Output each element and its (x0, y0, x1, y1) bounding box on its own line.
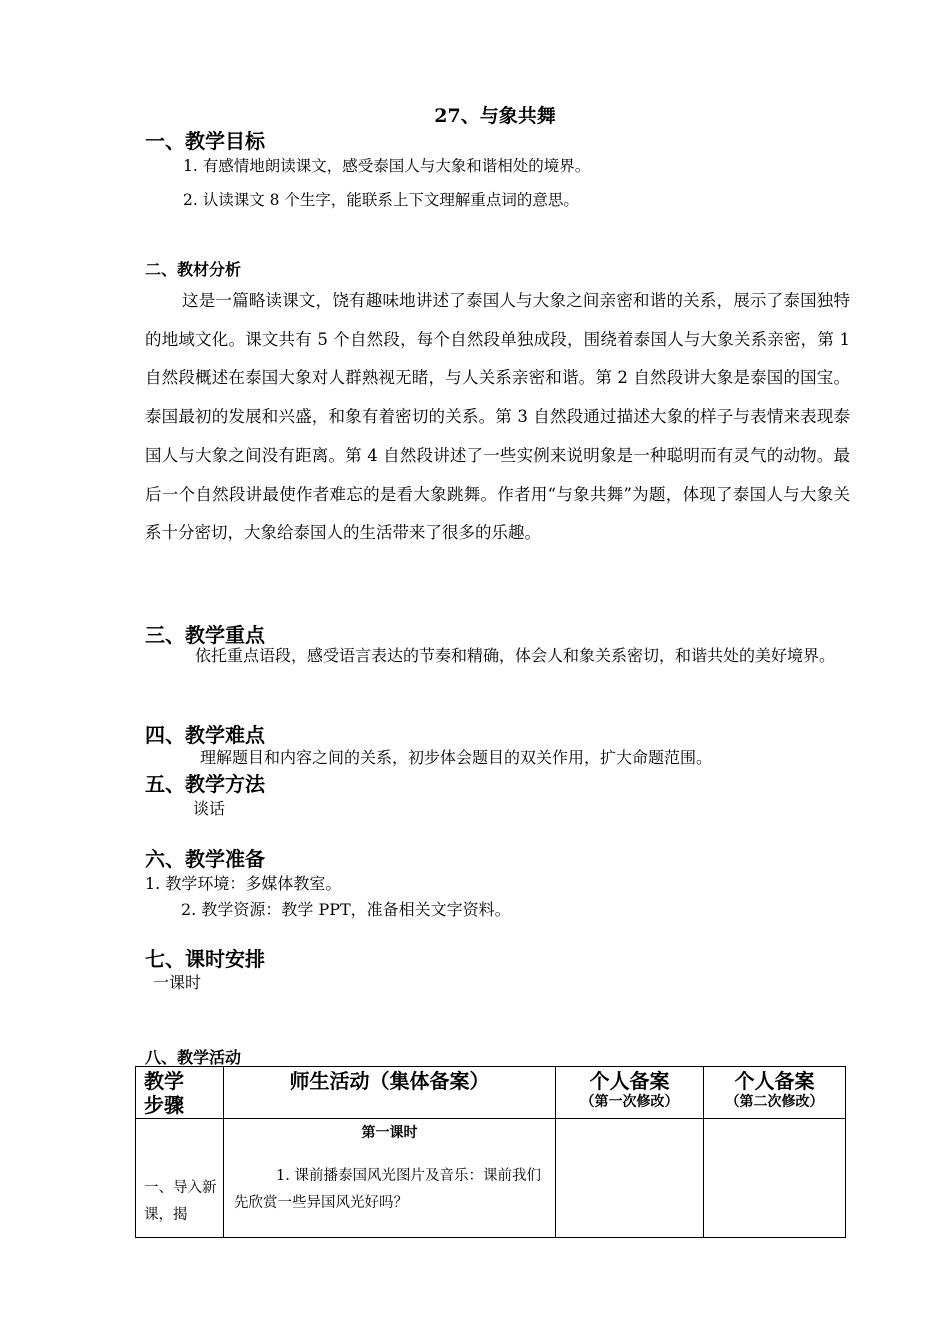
difficulties-text: 理解题目和内容之间的关系，初步体会题目的双关作用，扩大命题范围。 (200, 748, 713, 767)
methods-text: 谈话 (193, 799, 226, 818)
header-personal-2 (704, 1067, 846, 1119)
header-personal-1-sub: （第一次修改） (580, 1094, 679, 1110)
preparation-item-1: 1. 教学环境：多媒体教室。 (145, 874, 342, 893)
heading-difficulties: 四、教学难点 (145, 723, 265, 747)
heading-methods: 五、教学方法 (145, 772, 265, 796)
heading-teaching-goals: 一、教学目标 (145, 129, 265, 153)
lesson-label: 第一课时 (361, 1125, 418, 1141)
row1-personal-2-cell (704, 1119, 846, 1238)
header-step (136, 1067, 224, 1119)
heading-preparation: 六、教学准备 (145, 847, 265, 871)
header-activity-label: 师生活动（集体备案） (289, 1069, 490, 1093)
header-step-line2: 步骤 (144, 1093, 184, 1117)
heading-activities: 八、教学活动 (145, 1048, 242, 1067)
table-header-row (136, 1067, 846, 1119)
heading-schedule: 七、课时安排 (145, 947, 265, 971)
heading-material-analysis: 二、教材分析 (145, 260, 242, 279)
header-personal-2-label: 个人备案 (734, 1069, 815, 1093)
row1-activity-text: 1. 课前播泰国风光图片及音乐：课前我们先欣赏一些异国风光好吗？ (234, 1168, 541, 1211)
key-points-paragraph: 依托重点语段，感受语言表达的节奏和精确，体会人和象关系密切，和谐共处的美好境界。 (195, 646, 836, 665)
header-step-line1: 教学 (144, 1069, 184, 1093)
header-personal-2-sub: （第二次修改） (725, 1094, 824, 1110)
material-analysis-paragraph: 这是一篇略读课文，饶有趣味地讲述了泰国人与大象之间亲密和谐的关系，展示了泰国独特的地域文化。课文共有 5 个自然段，每个自然段单独成段，围绕着泰国人与大象关系亲密，第 1 自然段概述在泰国大象对人群熟视无睹，与人关系亲密和谐。第 2 自然段讲大象是泰国的国宝。泰国最初的发展和兴盛，和象有着密切的关系。第 3 自然段通过描述大象的样子与表情来表现泰国人与大象之间没有距离。第 4 自然段讲述了一些实例来说明象是一种聪明而有灵气的动物。最后一个自然段讲最使作者难忘的是看大象跳舞。作者用“与象共舞”为题，体现了泰国人与大象关系十分密切，大象给泰国人的生活带来了很多的乐趣。 (145, 291, 850, 543)
goal-item-1: 1. 有感情地朗读课文，感受泰国人与大象和谐相处的境界。 (183, 157, 591, 175)
schedule-text: 一课时 (153, 973, 202, 992)
activity-table (135, 1066, 846, 1238)
heading-key-points: 三、教学重点 (145, 623, 265, 647)
header-personal-1 (556, 1067, 704, 1119)
row1-personal-1-cell (556, 1119, 704, 1238)
header-activity (224, 1067, 556, 1119)
header-personal-1-label: 个人备案 (589, 1069, 670, 1093)
goal-item-2: 2. 认读课文 8 个生字，能联系上下文理解重点词的意思。 (183, 191, 579, 209)
row1-activity-cell (224, 1119, 556, 1238)
document-title: 27、与象共舞 (434, 105, 556, 127)
row1-step-text: 一、导入新课，揭 (144, 1180, 217, 1223)
table-row (136, 1119, 846, 1238)
row1-step-cell (136, 1119, 224, 1238)
preparation-item-2: 2. 教学资源：教学 PPT，准备相关文字资料。 (181, 900, 511, 919)
